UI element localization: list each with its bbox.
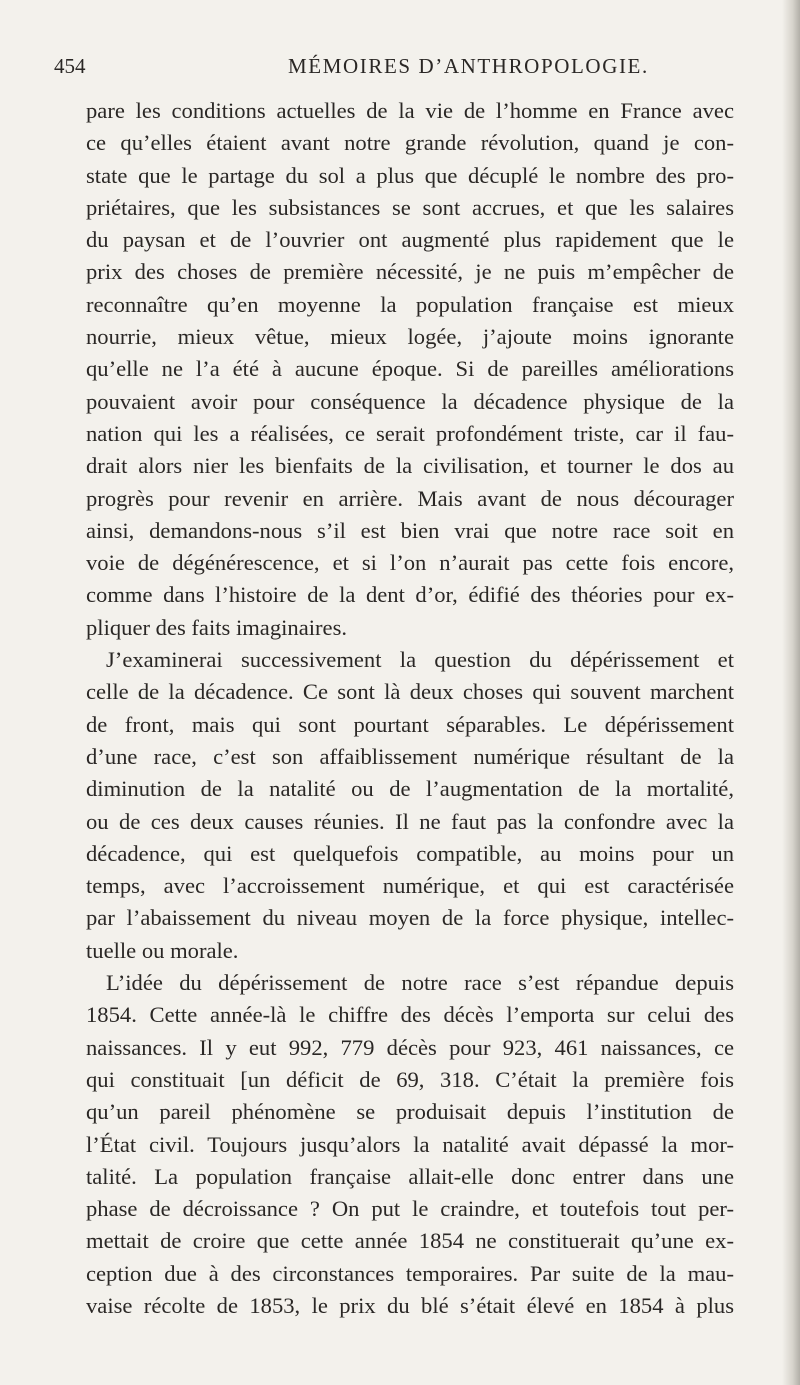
text-line: 1854. Cette année-là le chiffre des décès l’emporta sur celui des	[86, 1002, 734, 1028]
page-header	[54, 54, 754, 86]
text-line: nation qui les a réalisées, ce serait profondément triste, car il fau-	[86, 420, 734, 446]
text-line: décadence, qui est quelquefois compatible, au moins pour un	[86, 840, 734, 866]
text-line: state que le partage du sol a plus que décuplé le nombre des pro-	[86, 162, 734, 188]
text-line: ce qu’elles étaient avant notre grande révolution, quand je con-	[86, 130, 734, 156]
text-line: de front, mais qui sont pourtant séparables. Le dépérissement	[86, 711, 734, 737]
text-line: naissances. Il y eut 992, 779 décès pour 923, 461 naissances, ce	[86, 1034, 734, 1060]
page-number: 454	[54, 54, 86, 78]
text-line: drait alors nier les bienfaits de la civilisation, et tourner le dos au	[86, 453, 734, 479]
text-line: par l’abaissement du niveau moyen de la force physique, intellec-	[86, 905, 734, 931]
text-line: priétaires, que les subsistances se sont accrues, et que les salaires	[86, 194, 734, 220]
text-line: talité. La population française allait-elle donc entrer dans une	[86, 1163, 734, 1189]
text-line: qu’elle ne l’a été à aucune époque. Si de pareilles améliorations	[86, 356, 734, 382]
text-line: qu’un pareil phénomène se produisait depuis l’institution de	[86, 1099, 734, 1125]
body-text	[86, 95, 734, 1322]
text-line: l’État civil. Toujours jusqu’alors la natalité avait dépassé la mor-	[86, 1131, 734, 1157]
text-line: nourrie, mieux vêtue, mieux logée, j’ajoute moins ignorante	[86, 324, 734, 350]
page-edge-shadow	[782, 0, 800, 1385]
running-head: MÉMOIRES D’ANTHROPOLOGIE.	[288, 54, 649, 78]
text-line: du paysan et de l’ouvrier ont augmenté plus rapidement que le	[86, 227, 734, 253]
text-line: pare les conditions actuelles de la vie de l’homme en France avec	[86, 98, 734, 123]
text-line: progrès pour revenir en arrière. Mais avant de nous décourager	[86, 485, 734, 511]
text-line: mettait de croire que cette année 1854 ne constituerait qu’une ex-	[86, 1228, 734, 1254]
text-line: ainsi, demandons-nous s’il est bien vrai que notre race soit en	[86, 517, 734, 543]
paragraph-start-line: J’examinerai successivement la question du dépérissement et	[106, 647, 734, 673]
text-line: prix des choses de première nécessité, je ne puis m’empêcher de	[86, 259, 734, 285]
text-line: phase de décroissance ? On put le craindre, et toutefois tout per-	[86, 1196, 734, 1222]
text-line: vaise récolte de 1853, le prix du blé s’était élevé en 1854 à plus	[86, 1292, 734, 1318]
text-line: comme dans l’histoire de la dent d’or, édifié des théories pour ex-	[86, 582, 734, 608]
text-line: pouvaient avoir pour conséquence la décadence physique de la	[86, 388, 734, 414]
text-line: reconnaître qu’en moyenne la population française est mieux	[86, 291, 734, 317]
text-line: ception due à des circonstances temporaires. Par suite de la mau-	[86, 1260, 734, 1286]
text-line: voie de dégénérescence, et si l’on n’aurait pas cette fois encore,	[86, 550, 734, 576]
text-line: ou de ces deux causes réunies. Il ne faut pas la confondre avec la	[86, 808, 734, 834]
text-line: qui constituait [un déficit de 69, 318. C’était la première fois	[86, 1066, 734, 1092]
text-line: celle de la décadence. Ce sont là deux choses qui souvent marchent	[86, 679, 734, 705]
text-line: pliquer des faits imaginaires.	[86, 614, 348, 640]
text-line: d’une race, c’est son affaiblissement numérique résultant de la	[86, 743, 734, 769]
text-line: diminution de la natalité ou de l’augmentation de la mortalité,	[86, 776, 734, 802]
paragraph-start-line: L’idée du dépérissement de notre race s’est répandue depuis	[106, 970, 734, 996]
text-line: tuelle ou morale.	[86, 937, 239, 963]
text-line: temps, avec l’accroissement numérique, et qui est caractérisée	[86, 873, 734, 899]
